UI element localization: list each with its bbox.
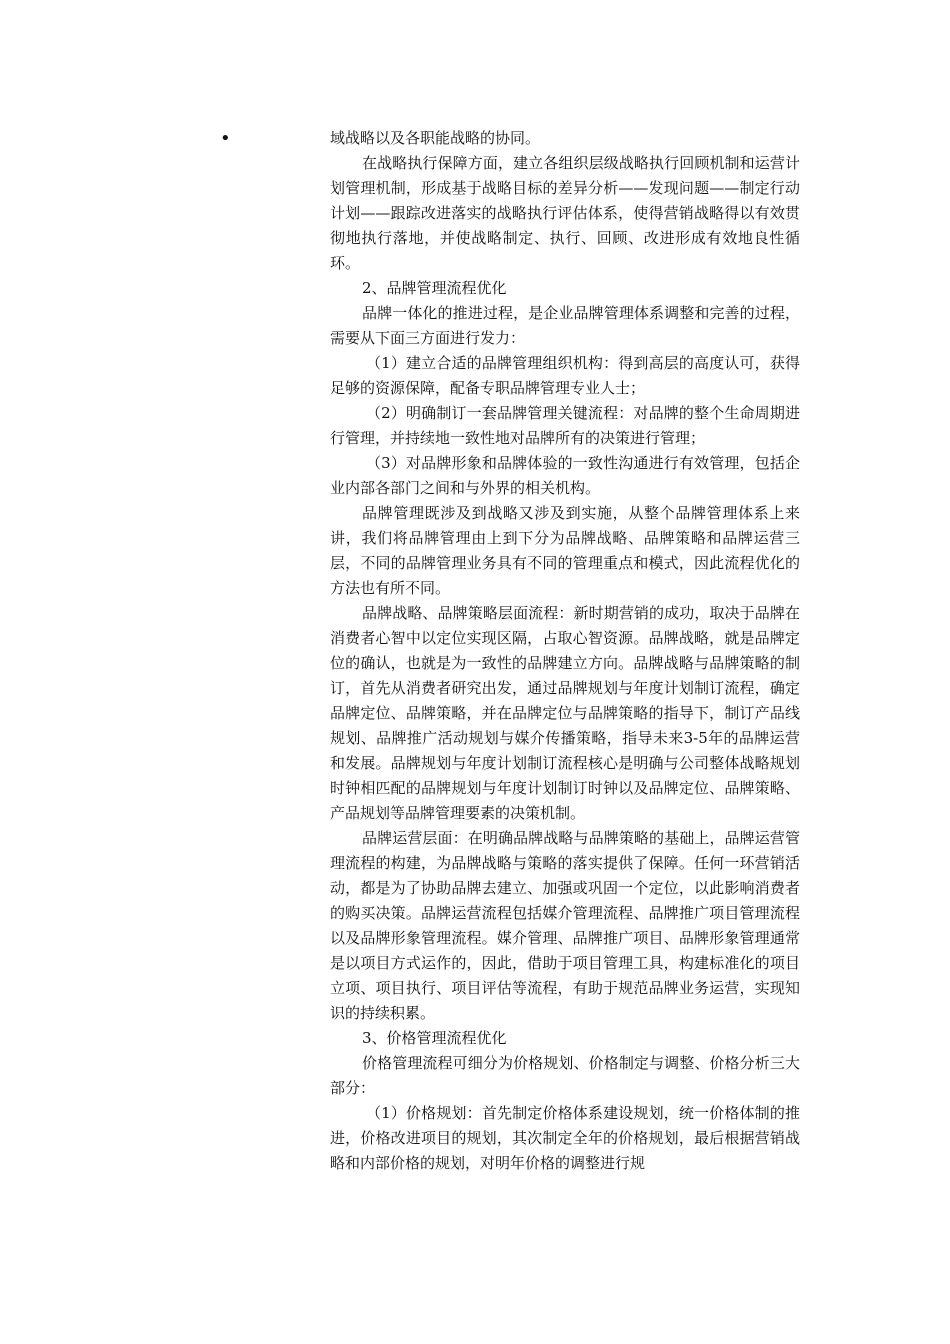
section-heading-price-process: 3、价格管理流程优化	[362, 1029, 507, 1047]
list-item-brand-1: （1）建立合适的品牌管理组织机构：得到高层的高度认可，获得足够的资源保障，配备专职品牌管理专业人士；	[330, 354, 800, 397]
list-item-brand-2: （2）明确制订一套品牌管理关键流程：对品牌的整个生命周期进行管理，并持续地一致性地对品牌所有的决策进行管理；	[330, 404, 800, 447]
section-heading-brand-process: 2、品牌管理流程优化	[362, 279, 507, 297]
document-body	[330, 126, 800, 1176]
paragraph-brand-strategy-process: 品牌战略、品牌策略层面流程：新时期营销的成功，取决于品牌在消费者心智中以定位实现区隔，占取心智资源。品牌战略，就是品牌定位的确认，也就是为一致性的品牌建立方向。品牌战略与品牌策略的制订，首先从消费者研究出发，通过品牌规划与年度计划制订流程，确定品牌定位、品牌策略，并在品牌定位与品牌策略的指导下，制订产品线规划、品牌推广活动规划与媒介传播策略，指导未来3-5年的品牌运营和发展。品牌规划与年度计划制订流程核心是明确与公司整体战略规划时钟相匹配的品牌规划与年度计划制订时钟以及品牌定位、品牌策略、产品规划等品牌管理要素的决策机制。	[330, 604, 800, 822]
paragraph-brand-integration: 品牌一体化的推进过程，是企业品牌管理体系调整和完善的过程，需要从下面三方面进行发力：	[330, 304, 800, 347]
list-bullet: •	[220, 128, 231, 149]
paragraph-price-overview: 价格管理流程可细分为价格规划、价格制定与调整、价格分析三大部分：	[330, 1054, 800, 1097]
paragraph-brand-layers: 品牌管理既涉及到战略又涉及到实施，从整个品牌管理体系上来讲，我们将品牌管理由上到下分为品牌战略、品牌策略和品牌运营三层，不同的品牌管理业务具有不同的管理重点和模式，因此流程优化的方法也有所不同。	[330, 504, 800, 597]
list-item-brand-3: （3）对品牌形象和品牌体验的一致性沟通进行有效管理，包括企业内部各部门之间和与外界的相关机构。	[330, 454, 800, 497]
paragraph-brand-operation: 品牌运营层面：在明确品牌战略与品牌策略的基础上，品牌运营管理流程的构建，为品牌战略与策略的落实提供了保障。任何一环营销活动，都是为了协助品牌去建立、加强或巩固一个定位，以此影响消费者的购买决策。品牌运营流程包括媒介管理流程、品牌推广项目管理流程以及品牌形象管理流程。媒介管理、品牌推广项目、品牌形象管理通常是以项目方式运作的，因此，借助于项目管理工具，构建标准化的项目立项、项目执行、项目评估等流程，有助于规范品牌业务运营，实现知识的持续积累。	[330, 829, 800, 1022]
paragraph-continuation: 域战略以及各职能战略的协同。	[330, 129, 541, 147]
paragraph-strategy-execution: 在战略执行保障方面，建立各组织层级战略执行回顾机制和运营计划管理机制，形成基于战略目标的差异分析——发现问题——制定行动计划——跟踪改进落实的战略执行评估体系，使得营销战略得以有效贯彻地执行落地，并使战略制定、执行、回顾、改进形成有效地良性循环。	[330, 154, 800, 272]
list-item-price-1: （1）价格规划：首先制定价格体系建设规划，统一价格体制的推进，价格改进项目的规划，其次制定全年的价格规划，最后根据营销战略和内部价格的规划，对明年价格的调整进行规	[330, 1104, 800, 1172]
